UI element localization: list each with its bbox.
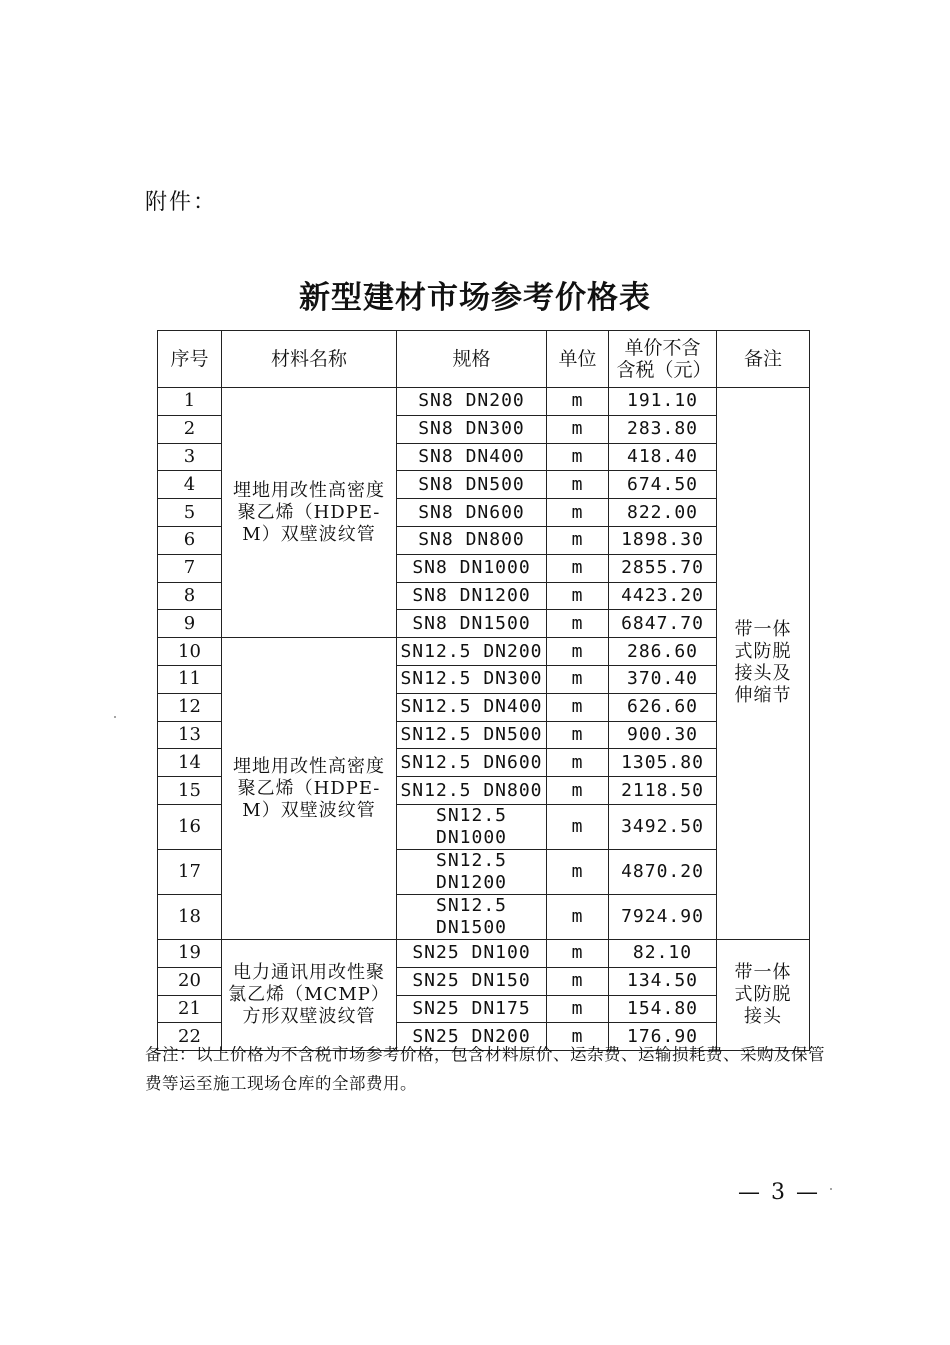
cell-seq: 2 bbox=[158, 415, 222, 443]
cell-price: 191.10 bbox=[609, 388, 717, 416]
cell-unit: m bbox=[547, 582, 609, 610]
scan-speck bbox=[830, 1188, 832, 1190]
cell-spec: SN25 DN175 bbox=[397, 995, 547, 1023]
header-unit: 单位 bbox=[547, 331, 609, 388]
cell-seq: 14 bbox=[158, 749, 222, 777]
cell-spec: SN8 DN300 bbox=[397, 415, 547, 443]
cell-spec: SN12.5 DN1500 bbox=[397, 894, 547, 939]
cell-price: 3492.50 bbox=[609, 804, 717, 849]
cell-unit: m bbox=[547, 638, 609, 666]
cell-spec: SN8 DN800 bbox=[397, 526, 547, 554]
cell-seq: 18 bbox=[158, 894, 222, 939]
cell-unit: m bbox=[547, 443, 609, 471]
cell-price: 7924.90 bbox=[609, 894, 717, 939]
cell-spec: SN8 DN1000 bbox=[397, 554, 547, 582]
cell-seq: 11 bbox=[158, 665, 222, 693]
cell-unit: m bbox=[547, 610, 609, 638]
cell-seq: 21 bbox=[158, 995, 222, 1023]
cell-note bbox=[717, 939, 810, 1050]
cell-unit: m bbox=[547, 804, 609, 849]
cell-spec: SN8 DN1200 bbox=[397, 582, 547, 610]
cell-spec: SN12.5 DN300 bbox=[397, 665, 547, 693]
cell-material-name: 埋地用改性高密度聚乙烯（HDPE-M）双壁波纹管 bbox=[222, 388, 397, 638]
table-body bbox=[158, 388, 810, 1051]
cell-price: 176.90 bbox=[609, 1023, 717, 1051]
cell-spec: SN25 DN200 bbox=[397, 1023, 547, 1051]
price-table bbox=[157, 330, 810, 1051]
cell-unit: m bbox=[547, 499, 609, 527]
cell-unit: m bbox=[547, 526, 609, 554]
cell-seq: 5 bbox=[158, 499, 222, 527]
table-row bbox=[158, 388, 810, 416]
footnote: 备注：以上价格为不含税市场参考价格，包含材料原价、运杂费、运输损耗费、采购及保管费等运至施工现场仓库的全部费用。 bbox=[145, 1045, 825, 1093]
cell-price: 2118.50 bbox=[609, 777, 717, 805]
header-note: 备注 bbox=[717, 331, 810, 388]
cell-unit: m bbox=[547, 1023, 609, 1051]
header-price: 单价不含含税（元） bbox=[609, 331, 717, 388]
cell-unit: m bbox=[547, 471, 609, 499]
cell-unit: m bbox=[547, 388, 609, 416]
cell-seq: 6 bbox=[158, 526, 222, 554]
note-text: 带一体式防脱接头及伸缩节 bbox=[734, 619, 792, 707]
cell-spec: SN12.5 DN600 bbox=[397, 749, 547, 777]
cell-seq: 8 bbox=[158, 582, 222, 610]
cell-unit: m bbox=[547, 693, 609, 721]
cell-unit: m bbox=[547, 939, 609, 967]
cell-spec: SN12.5 DN400 bbox=[397, 693, 547, 721]
cell-seq: 12 bbox=[158, 693, 222, 721]
cell-unit: m bbox=[547, 995, 609, 1023]
cell-price: 626.60 bbox=[609, 693, 717, 721]
cell-spec: SN12.5 DN500 bbox=[397, 721, 547, 749]
cell-note bbox=[717, 388, 810, 940]
cell-seq: 4 bbox=[158, 471, 222, 499]
cell-unit: m bbox=[547, 967, 609, 995]
note-text: 带一体式防脱接头 bbox=[734, 962, 792, 1028]
cell-unit: m bbox=[547, 894, 609, 939]
cell-spec: SN12.5 DN1000 bbox=[397, 804, 547, 849]
cell-seq: 20 bbox=[158, 967, 222, 995]
header-spec: 规格 bbox=[397, 331, 547, 388]
cell-unit: m bbox=[547, 554, 609, 582]
cell-seq: 22 bbox=[158, 1023, 222, 1051]
page-title: 新型建材市场参考价格表 bbox=[299, 280, 651, 316]
cell-spec: SN8 DN500 bbox=[397, 471, 547, 499]
cell-unit: m bbox=[547, 749, 609, 777]
cell-spec: SN12.5 DN1200 bbox=[397, 849, 547, 894]
page-number: — 3 — bbox=[738, 1180, 820, 1205]
cell-seq: 13 bbox=[158, 721, 222, 749]
scan-speck bbox=[114, 716, 116, 718]
cell-seq: 17 bbox=[158, 849, 222, 894]
cell-spec: SN8 DN1500 bbox=[397, 610, 547, 638]
cell-price: 6847.70 bbox=[609, 610, 717, 638]
cell-price: 900.30 bbox=[609, 721, 717, 749]
cell-price: 418.40 bbox=[609, 443, 717, 471]
cell-price: 4423.20 bbox=[609, 582, 717, 610]
cell-material-name: 埋地用改性高密度聚乙烯（HDPE-M）双壁波纹管 bbox=[222, 638, 397, 940]
cell-material-name: 电力通讯用改性聚氯乙烯（MCMP）方形双壁波纹管 bbox=[222, 939, 397, 1050]
cell-price: 82.10 bbox=[609, 939, 717, 967]
cell-seq: 19 bbox=[158, 939, 222, 967]
cell-price: 822.00 bbox=[609, 499, 717, 527]
cell-seq: 9 bbox=[158, 610, 222, 638]
table-row bbox=[158, 939, 810, 967]
cell-price: 674.50 bbox=[609, 471, 717, 499]
cell-spec: SN25 DN100 bbox=[397, 939, 547, 967]
cell-price: 286.60 bbox=[609, 638, 717, 666]
cell-spec: SN12.5 DN200 bbox=[397, 638, 547, 666]
cell-price: 1898.30 bbox=[609, 526, 717, 554]
attachment-label: 附件： bbox=[145, 190, 218, 215]
cell-price: 4870.20 bbox=[609, 849, 717, 894]
cell-spec: SN12.5 DN800 bbox=[397, 777, 547, 805]
cell-unit: m bbox=[547, 665, 609, 693]
cell-price: 134.50 bbox=[609, 967, 717, 995]
cell-spec: SN8 DN400 bbox=[397, 443, 547, 471]
cell-seq: 1 bbox=[158, 388, 222, 416]
cell-seq: 7 bbox=[158, 554, 222, 582]
cell-price: 370.40 bbox=[609, 665, 717, 693]
cell-spec: SN8 DN600 bbox=[397, 499, 547, 527]
cell-price: 154.80 bbox=[609, 995, 717, 1023]
cell-seq: 16 bbox=[158, 804, 222, 849]
cell-unit: m bbox=[547, 777, 609, 805]
cell-spec: SN8 DN200 bbox=[397, 388, 547, 416]
table-row bbox=[158, 638, 810, 666]
cell-price: 1305.80 bbox=[609, 749, 717, 777]
cell-unit: m bbox=[547, 849, 609, 894]
cell-unit: m bbox=[547, 721, 609, 749]
cell-price: 283.80 bbox=[609, 415, 717, 443]
table-header-row bbox=[158, 331, 810, 388]
cell-seq: 3 bbox=[158, 443, 222, 471]
cell-seq: 10 bbox=[158, 638, 222, 666]
cell-seq: 15 bbox=[158, 777, 222, 805]
cell-unit: m bbox=[547, 415, 609, 443]
cell-spec: SN25 DN150 bbox=[397, 967, 547, 995]
cell-price: 2855.70 bbox=[609, 554, 717, 582]
header-name: 材料名称 bbox=[222, 331, 397, 388]
header-seq: 序号 bbox=[158, 331, 222, 388]
